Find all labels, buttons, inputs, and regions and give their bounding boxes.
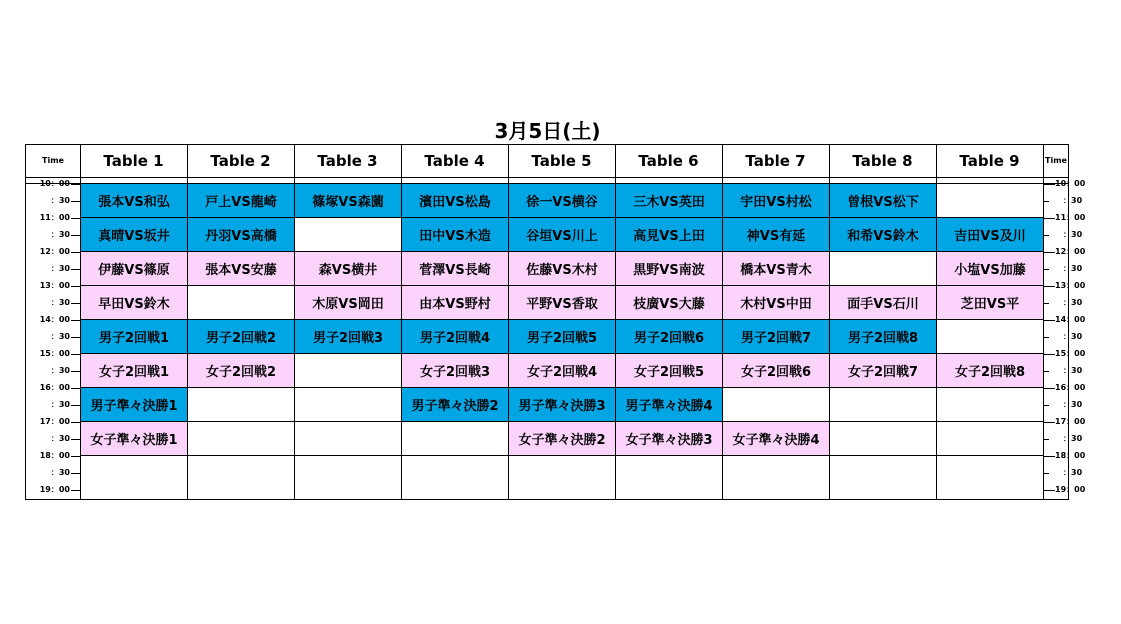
time-tick-right: ：30 [1063,332,1083,341]
empty-cell [295,388,402,422]
match-cell: 丹羽VS高橋 [188,218,295,252]
table-header: Table 2 [210,152,271,170]
match-cell: 由本VS野村 [402,286,509,320]
match-cell: 女子2回戦6 [723,354,830,388]
table-header: Table 5 [531,152,592,170]
time-tick-right: ：30 [1063,230,1083,239]
match-cell: 男子2回戦8 [830,320,937,354]
time-tick-left: 16：00 [39,383,70,392]
tick-mark-right [1043,405,1049,406]
match-cell: 張本VS安藤 [188,252,295,286]
time-tick-right: ：30 [1063,400,1083,409]
time-tick-left: 14：00 [39,315,70,324]
match-cell: 女子2回戦3 [402,354,509,388]
time-tick-left: ：30 [50,400,70,409]
time-tick-right: 14：00 [1055,315,1086,324]
tick-mark-right [1043,490,1055,491]
empty-cell [723,456,830,500]
empty-cell [188,422,295,456]
match-cell: 女子2回戦5 [616,354,723,388]
match-cell: 張本VS和弘 [81,184,188,218]
tick-mark-left [71,218,80,219]
tick-mark-right [1043,303,1049,304]
time-tick-right: ：30 [1063,434,1083,443]
tick-mark-left [71,388,80,389]
match-cell: 神VS有延 [723,218,830,252]
empty-cell [937,422,1044,456]
match-cell: 男子2回戦7 [723,320,830,354]
match-cell: 吉田VS及川 [937,218,1044,252]
empty-cell [295,422,402,456]
empty-cell [830,388,937,422]
header-divider [25,177,1069,178]
tick-mark-left [71,354,80,355]
tick-mark-right [1043,252,1055,253]
match-cell: 曽根VS松下 [830,184,937,218]
tick-mark-right [1043,320,1055,321]
empty-cell [402,422,509,456]
tick-mark-left [71,303,80,304]
match-cell: 男子2回戦6 [616,320,723,354]
tick-mark-left [71,235,80,236]
time-tick-left: ：30 [50,196,70,205]
match-cell: 男子2回戦5 [509,320,616,354]
empty-cell [188,388,295,422]
tick-mark-right [1043,218,1055,219]
tick-mark-left [71,269,80,270]
tick-mark-left [71,422,80,423]
tick-mark-left [71,184,80,185]
match-cell: 男子準々決勝1 [81,388,188,422]
match-cell: 男子準々決勝4 [616,388,723,422]
match-cell: 男子2回戦1 [81,320,188,354]
tick-mark-right [1043,371,1049,372]
match-cell: 小塩VS加藤 [937,252,1044,286]
tick-mark-left [71,337,80,338]
tick-mark-left [71,473,80,474]
time-tick-left: ：30 [50,332,70,341]
match-cell: 女子2回戦8 [937,354,1044,388]
time-header-right: Time [1045,156,1067,165]
empty-cell [830,456,937,500]
tick-mark-right [1043,422,1055,423]
empty-cell [937,184,1044,218]
match-cell: 芝田VS平 [937,286,1044,320]
match-cell: 女子準々決勝3 [616,422,723,456]
match-cell: 佐藤VS木村 [509,252,616,286]
match-cell: 女子準々決勝4 [723,422,830,456]
tick-mark-right [1043,388,1055,389]
match-cell: 伊藤VS篠原 [81,252,188,286]
match-cell: 真晴VS坂井 [81,218,188,252]
time-tick-left: 12：00 [39,247,70,256]
match-cell: 高見VS上田 [616,218,723,252]
empty-cell [509,456,616,500]
table-header: Table 1 [103,152,164,170]
match-cell: 谷垣VS川上 [509,218,616,252]
tick-mark-right [1043,439,1049,440]
match-cell: 菅澤VS長崎 [402,252,509,286]
tick-mark-right [1043,269,1049,270]
tick-mark-right [1043,235,1049,236]
tick-mark-right [1043,456,1055,457]
match-cell: 橋本VS青木 [723,252,830,286]
match-cell: 木原VS岡田 [295,286,402,320]
time-tick-right: 10：00 [1055,179,1086,188]
empty-cell [295,218,402,252]
column-divider [80,144,81,500]
time-tick-right: ：30 [1063,298,1083,307]
match-cell: 女子準々決勝2 [509,422,616,456]
match-cell: 男子準々決勝3 [509,388,616,422]
match-cell: 男子2回戦2 [188,320,295,354]
tick-mark-left [71,456,80,457]
time-tick-right: ：30 [1063,468,1083,477]
time-tick-left: ：30 [50,264,70,273]
match-cell: 男子準々決勝2 [402,388,509,422]
time-tick-right: 13：00 [1055,281,1086,290]
tick-mark-right [1043,184,1055,185]
match-cell: 和希VS鈴木 [830,218,937,252]
tick-mark-left [71,286,80,287]
time-tick-left: 19：00 [39,485,70,494]
time-tick-left: 10：00 [39,179,70,188]
tick-mark-right [1043,473,1049,474]
time-tick-left: ：30 [50,468,70,477]
empty-cell [188,456,295,500]
match-cell: 面手VS石川 [830,286,937,320]
empty-cell [188,286,295,320]
tick-mark-left [71,371,80,372]
match-cell: 平野VS香取 [509,286,616,320]
empty-cell [402,456,509,500]
header-gap-line [25,183,1069,184]
match-cell: 徐一VS横谷 [509,184,616,218]
tick-mark-left [71,252,80,253]
table-header: Table 3 [317,152,378,170]
table-header: Table 6 [638,152,699,170]
empty-cell [81,456,188,500]
match-cell: 早田VS鈴木 [81,286,188,320]
time-tick-right: ：30 [1063,196,1083,205]
table-header: Table 9 [959,152,1020,170]
match-cell: 三木VS英田 [616,184,723,218]
time-tick-left: 13：00 [39,281,70,290]
tick-mark-left [71,490,80,491]
column-divider [829,144,830,500]
schedule-title: 3月5日(土) [494,119,601,143]
column-divider [722,144,723,500]
match-cell: 女子2回戦1 [81,354,188,388]
time-tick-right: 11：00 [1055,213,1086,222]
tick-mark-right [1043,354,1055,355]
column-divider [401,144,402,500]
empty-cell [937,320,1044,354]
time-tick-left: ：30 [50,230,70,239]
time-tick-left: ：30 [50,434,70,443]
time-tick-right: 15：00 [1055,349,1086,358]
time-tick-right: ：30 [1063,264,1083,273]
empty-cell [723,388,830,422]
empty-cell [937,388,1044,422]
match-cell: 森VS横井 [295,252,402,286]
table-header: Table 7 [745,152,806,170]
column-divider [615,144,616,500]
time-tick-left: ：30 [50,298,70,307]
match-cell: 木村VS中田 [723,286,830,320]
match-cell: 黒野VS南波 [616,252,723,286]
time-tick-left: 11：00 [39,213,70,222]
table-header: Table 4 [424,152,485,170]
tick-mark-right [1043,337,1049,338]
column-divider [508,144,509,500]
empty-cell [295,354,402,388]
empty-cell [830,422,937,456]
time-tick-left: 15：00 [39,349,70,358]
column-divider [187,144,188,500]
match-cell: 男子2回戦3 [295,320,402,354]
time-tick-left: ：30 [50,366,70,375]
match-cell: 女子2回戦2 [188,354,295,388]
column-divider [294,144,295,500]
time-tick-right: 18：00 [1055,451,1086,460]
match-cell: 宇田VS村松 [723,184,830,218]
match-cell: 枝廣VS大藤 [616,286,723,320]
time-tick-right: 16：00 [1055,383,1086,392]
match-cell: 女子2回戦7 [830,354,937,388]
match-cell: 女子準々決勝1 [81,422,188,456]
time-tick-left: 17：00 [39,417,70,426]
tick-mark-right [1043,201,1049,202]
time-tick-right: ：30 [1063,366,1083,375]
match-cell: 戸上VS龍崎 [188,184,295,218]
match-cell: 男子2回戦4 [402,320,509,354]
column-divider [936,144,937,500]
empty-cell [295,456,402,500]
time-tick-right: 17：00 [1055,417,1086,426]
match-cell: 田中VS木造 [402,218,509,252]
empty-cell [616,456,723,500]
empty-cell [937,456,1044,500]
column-divider [1043,144,1044,500]
tick-mark-left [71,320,80,321]
match-cell: 女子2回戦4 [509,354,616,388]
time-tick-left: 18：00 [39,451,70,460]
table-header: Table 8 [852,152,913,170]
time-tick-right: 12：00 [1055,247,1086,256]
tick-mark-left [71,439,80,440]
time-tick-right: 19：00 [1055,485,1086,494]
match-cell: 濱田VS松島 [402,184,509,218]
tick-mark-left [71,201,80,202]
empty-cell [830,252,937,286]
tick-mark-left [71,405,80,406]
tick-mark-right [1043,286,1055,287]
match-cell: 篠塚VS森薗 [295,184,402,218]
time-header-left: Time [42,156,64,165]
